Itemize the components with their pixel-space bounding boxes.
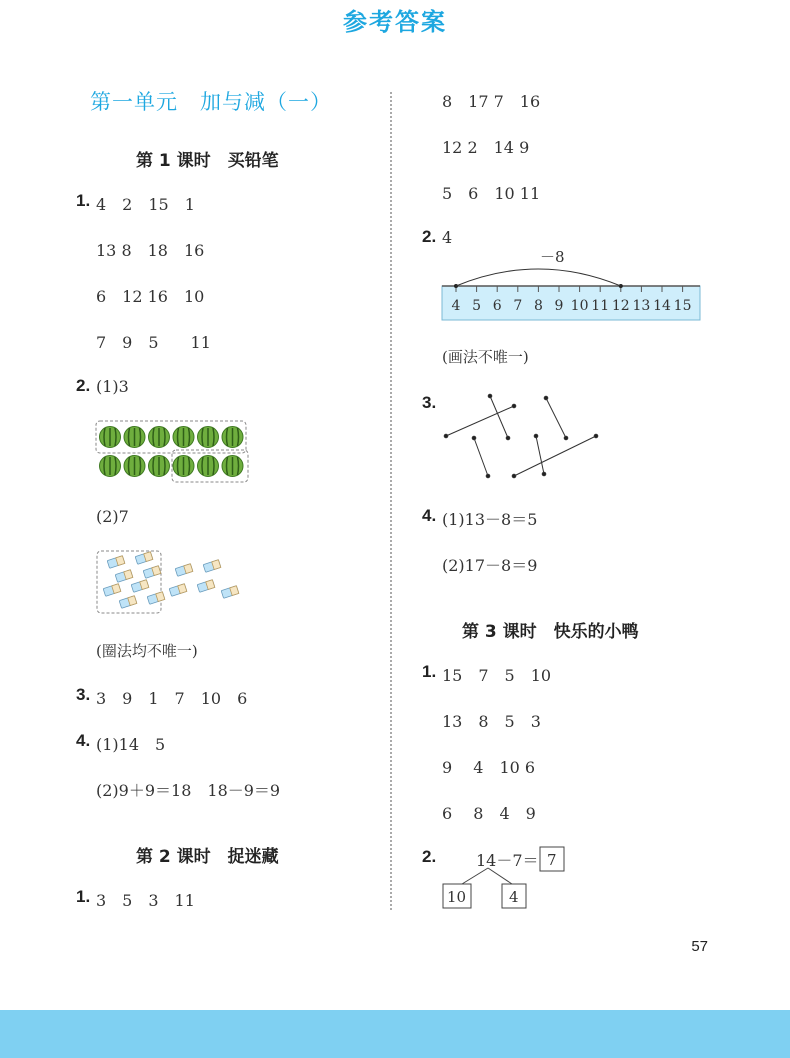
r-cont-row1: 8 17 7 16: [442, 92, 541, 111]
l1-q3-number: 3.: [76, 685, 91, 704]
l2-q1-number: 1.: [76, 887, 91, 906]
footer-band: [0, 1010, 790, 1058]
ruler-tick-label: 11: [591, 298, 610, 314]
eraser-icon: [175, 564, 193, 577]
l1-q4-number: 4.: [76, 731, 91, 750]
l1-q2-note: (圈法均不唯一): [96, 642, 198, 660]
l3-q2-equation: 14－7＝: [476, 851, 539, 870]
watermelon-icon: [173, 427, 194, 448]
watermelon-icon: [222, 456, 243, 477]
ruler-tick-label: 5: [472, 298, 482, 314]
ruler-tick-label: 15: [673, 298, 692, 314]
number-ruler: [440, 246, 704, 324]
watermelon-icon: [100, 427, 121, 448]
l3-q1-row4: 6 8 4 9: [442, 804, 536, 823]
r-q2-number: 2.: [422, 227, 437, 246]
arc-end-dot: [454, 284, 458, 288]
r-q3-number: 3.: [422, 393, 437, 412]
r-q2-answer: 4: [442, 228, 453, 247]
watermelon-icon: [100, 456, 121, 477]
watermelon-icon: [198, 456, 219, 477]
page-number: 57: [691, 938, 708, 955]
watermelon-icon: [198, 427, 219, 448]
watermelon-figure: [94, 418, 254, 486]
l1-q4-part2: (2)9＋9＝18 18－9＝9: [96, 781, 281, 800]
ruler-tick-label: 12: [611, 298, 630, 314]
l1-q4-part1: (1)14 5: [96, 735, 166, 754]
watermelon-icon: [222, 427, 243, 448]
watermelon-icon: [124, 427, 145, 448]
eraser-icon: [147, 592, 165, 605]
eraser-icon: [135, 552, 153, 565]
eraser-icon: [221, 586, 239, 599]
l3-q1-row2: 13 8 5 3: [442, 712, 541, 731]
page-title: 参考答案: [343, 8, 447, 36]
l1-q2-number: 2.: [76, 376, 91, 395]
watermelon-icon: [124, 456, 145, 477]
r-q4-part1: (1)13－8＝5: [442, 510, 538, 529]
eraser-icon: [107, 556, 125, 569]
watermelon-icon: [149, 427, 170, 448]
box-right: 4: [509, 888, 519, 906]
ruler-tick-label: 7: [513, 298, 523, 314]
eraser-icon: [143, 566, 161, 579]
l1-q1-row2: 13 8 18 16: [96, 241, 205, 260]
eraser-icon: [169, 584, 187, 597]
l1-q1-row3: 6 12 16 10: [96, 287, 205, 306]
lesson3-title: 第 3 课时 快乐的小鸭: [462, 622, 639, 642]
l1-q1-row1: 4 2 15 1: [96, 195, 195, 214]
l1-q2-part2: (2)7: [96, 507, 129, 526]
ruler-tick-label: 4: [451, 298, 461, 314]
ruler-tick-label: 8: [533, 298, 543, 314]
eraser-icon: [131, 580, 149, 593]
r-cont-row3: 5 6 10 11: [442, 184, 541, 203]
box-result: 7: [547, 851, 557, 869]
r-note: (画法不唯一): [442, 348, 529, 366]
ruler-tick-label: 14: [653, 298, 671, 314]
watermelon-icon: [149, 456, 170, 477]
eraser-icon: [197, 580, 215, 593]
l1-q3-answer: 3 9 1 7 10 6: [96, 689, 248, 708]
l3-q1-row3: 9 4 10 6: [442, 758, 536, 777]
l1-q2-part1: (1)3: [96, 377, 129, 396]
l2-q1-answer: 3 5 3 11: [96, 891, 195, 910]
eraser-icon: [115, 570, 133, 583]
ruler-tick-label: 6: [492, 298, 502, 314]
l3-q2-number: 2.: [422, 847, 437, 866]
watermelon-icon: [173, 456, 194, 477]
r-q4-part2: (2)17－8＝9: [442, 556, 538, 575]
l1-q1-number: 1.: [76, 191, 91, 210]
r-cont-row2: 12 2 14 9: [442, 138, 530, 157]
ruler-tick-label: 10: [570, 298, 589, 314]
column-divider: [390, 92, 392, 910]
lesson1-title: 第 1 课时 买铅笔: [136, 151, 279, 171]
l3-q1-number: 1.: [422, 662, 437, 681]
eraser-icon: [203, 560, 221, 573]
r-q4-number: 4.: [422, 506, 437, 525]
lesson2-title: 第 2 课时 捉迷藏: [136, 847, 279, 867]
box-left: 10: [447, 888, 467, 906]
line-segments-figure: [440, 390, 610, 480]
eraser-icon: [103, 584, 121, 597]
eraser-icon: [119, 596, 137, 609]
arc-label: －8: [540, 248, 565, 266]
l1-q1-row4: 7 9 5 11: [96, 333, 211, 352]
eraser-figure: [94, 548, 244, 616]
unit-title: 第一单元 加与减（一）: [90, 90, 332, 114]
ruler-tick-label: 9: [554, 298, 564, 314]
ruler-tick-label: 13: [632, 298, 651, 314]
decomposition-figure: [440, 844, 570, 910]
l3-q1-row1: 15 7 5 10: [442, 666, 552, 685]
